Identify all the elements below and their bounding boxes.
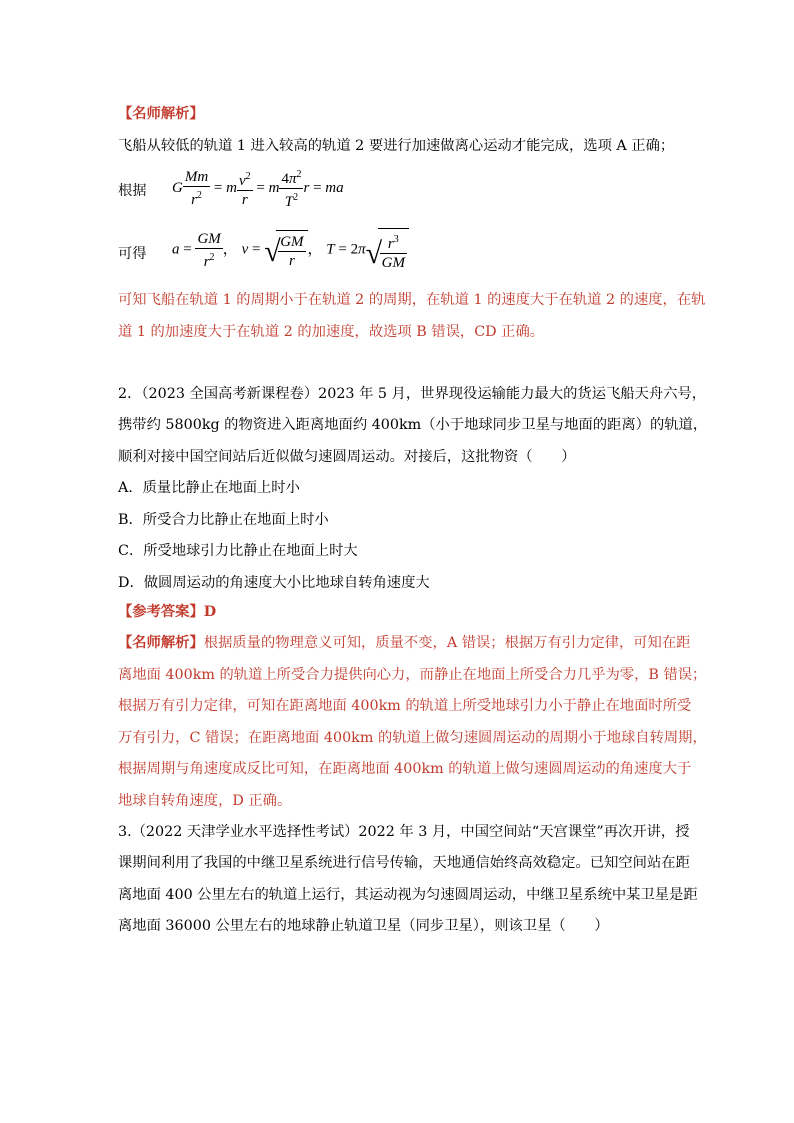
analysis-line: 根据周期与角速度成反比可知，在距离地面 400km 的轨道上做匀速圆周运动的角速度大于 [118,761,692,777]
analysis-conclusion: 可知飞船在轨道 1 的周期小于在轨道 2 的周期，在轨道 1 的速度大于在轨道 2 的速度，在轨 [118,292,706,308]
question-stem: 顺利对接中国空间站后近似做匀速圆周运动。对接后，这批物资（ ） [118,449,576,465]
analysis-heading: 【名师解析】 [118,635,204,651]
analysis-line: 离地面 400km 的轨道上所受合力提供向心力，而静止在地面上所受合力几乎为零，B 错误； [118,667,707,683]
question-stem: 课期间利用了我国的中继卫星系统进行信号传输，天地通信始终高效稳定。已知空间站在距 [118,855,690,871]
analysis-line: 地球自转角速度，D 正确。 [118,793,292,809]
option-a: A．质量比静止在地面上时小 [118,480,300,496]
analysis-line [118,633,690,653]
question-stem: 离地面 36000 公里左右的地球静止轨道卫星（同步卫星），则该卫星（ ） [118,918,609,934]
question-stem: 3.（2022 天津学业水平选择性考试）2022 年 3 月，中国空间站“天宫课堂”再次开讲，授 [118,824,690,840]
gravitation-formula: G $\frac{Mm}{r^2}$ = m $\frac{v^2}{r}$ = m $\frac{4\pi^2}{T^2}$ r = ma [172,166,344,211]
question-stem: 2．（2023 全国高考新课程卷）2023 年 5 月，世界现役运输能力最大的货运飞船天舟六号， [118,386,707,402]
analysis-line: 根据万有引力定律，可知在距离地面 400km 的轨道上所受地球引力小于静止在地面时所受 [118,698,692,714]
derive-label: 可得 [118,246,147,262]
analysis-conclusion: 道 1 的加速度大于在轨道 2 的加速度，故选项 B 错误，CD 正确。 [118,324,545,340]
analysis-line: 飞船从较低的轨道 1 进入较高的轨道 2 要进行加速做离心运动才能完成，选项 A 正确； [118,138,675,154]
option-d: D．做圆周运动的角速度大小比地球自转角速度大 [118,575,430,591]
analysis-text: 根据质量的物理意义可知，质量不变，A 错误；根据万有引力定律，可知在距 [203,635,691,651]
derived-formula: a = $\frac{GM}{r^2}$ ， v = √ $\frac{GM}{r}$ ， T = 2π √ $\frac{r^3}{GM}$ [172,228,409,272]
question-stem: 携带约 5800kg 的物资进入距离地面约 400km（小于地球同步卫星与地面的距离）的轨道， [118,417,708,433]
basis-label: 根据 [118,183,147,199]
analysis-line: 万有引力，C 错误；在距离地面 400km 的轨道上做匀速圆周运动的周期小于地球自转周期， [118,730,707,746]
option-b: B．所受合力比静止在地面上时小 [118,512,329,528]
analysis-heading: 【名师解析】 [118,106,204,122]
answer-label: 【参考答案】D [118,604,217,620]
question-stem: 离地面 400 公里左右的轨道上运行，其运动视为匀速圆周运动，中继卫星系统中某卫星是距 [118,887,698,903]
option-c: C．所受地球引力比静止在地面上时大 [118,543,358,559]
